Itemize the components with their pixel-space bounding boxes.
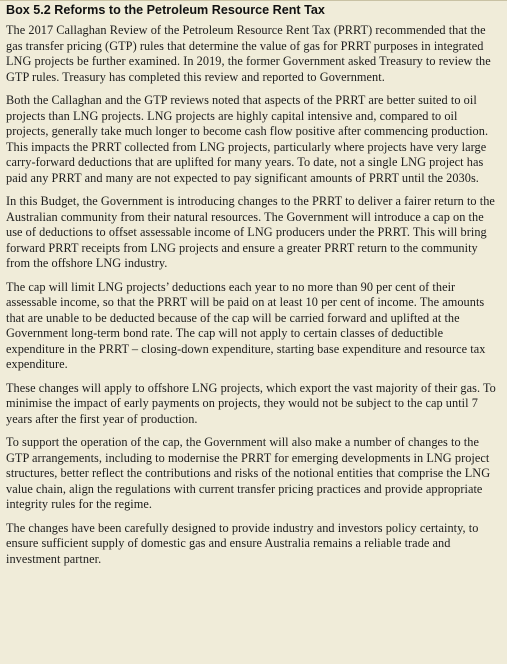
paragraph-reviews-findings: Both the Callaghan and the GTP reviews noted that aspects of the PRRT are better suited to oil projects than LNG projects. LNG projects are highly capital intensive and, compared to oil projects, generally take much longer to become cash flow positive after commencing production. This impacts the PRRT collected from LNG projects, particularly where projects have very large carry-forward deductions that are uplifted for many years. To date, not a single LNG project has paid any PRRT and many are not expected to pay significant amounts of PRRT until the 2030s.	[6, 93, 489, 185]
box-title: Box 5.2 Reforms to the Petroleum Resource Rent Tax	[6, 3, 325, 17]
paragraph-deduction-cap: The cap will limit LNG projects’ deductions each year to no more than 90 per cent of their assessable income, so that the PRRT will be paid on at least 10 per cent of income. The amounts that are unable to be deducted because of the cap will be carried forward and uplifted at the Government long-term bond rate. The cap will not apply to certain classes of deductible expenditure in the PRRT – closing-down expenditure, starting base expenditure and resource tax expenditure.	[6, 279, 486, 371]
paragraph-budget-changes: In this Budget, the Government is introducing changes to the PRRT to deliver a fairer return to the Australian community from their natural resources. The Government will introduce a cap on the use of deductions to offset assessable income of LNG producers under the PRRT. This will bring forward PRRT receipts from LNG projects and ensure a greater PRRT return to the community from the offshore LNG industry.	[6, 194, 495, 270]
paragraph-offshore-projects: These changes will apply to offshore LNG projects, which export the vast majority of their gas. To minimise the impact of early payments on projects, they would not be subject to the cap until 7 years after the first year of production.	[6, 380, 496, 426]
paragraph-callaghan-review: The 2017 Callaghan Review of the Petroleum Resource Rent Tax (PRRT) recommended that the gas transfer pricing (GTP) rules that determine the value of gas for PRRT purposes in integrated LNG projects be further examined. In 2019, the former Government asked Treasury to review the GTP rules. Treasury has completed this review and reported to Government.	[6, 23, 491, 84]
paragraph-policy-certainty: The changes have been carefully designed to provide industry and investors policy certainty, to ensure sufficient supply of domestic gas and ensure Australia remains a reliable trade and investment partner.	[6, 520, 479, 566]
paragraph-gtp-arrangements: To support the operation of the cap, the Government will also make a number of changes to the GTP arrangements, including to modernise the PRRT for emerging developments in LNG project structures, better reflect the contributions and risks of the notional entities that comprise the LNG value chain, align the regulations with current transfer pricing practices and provide appropriate integrity rules for the regime.	[6, 435, 491, 511]
